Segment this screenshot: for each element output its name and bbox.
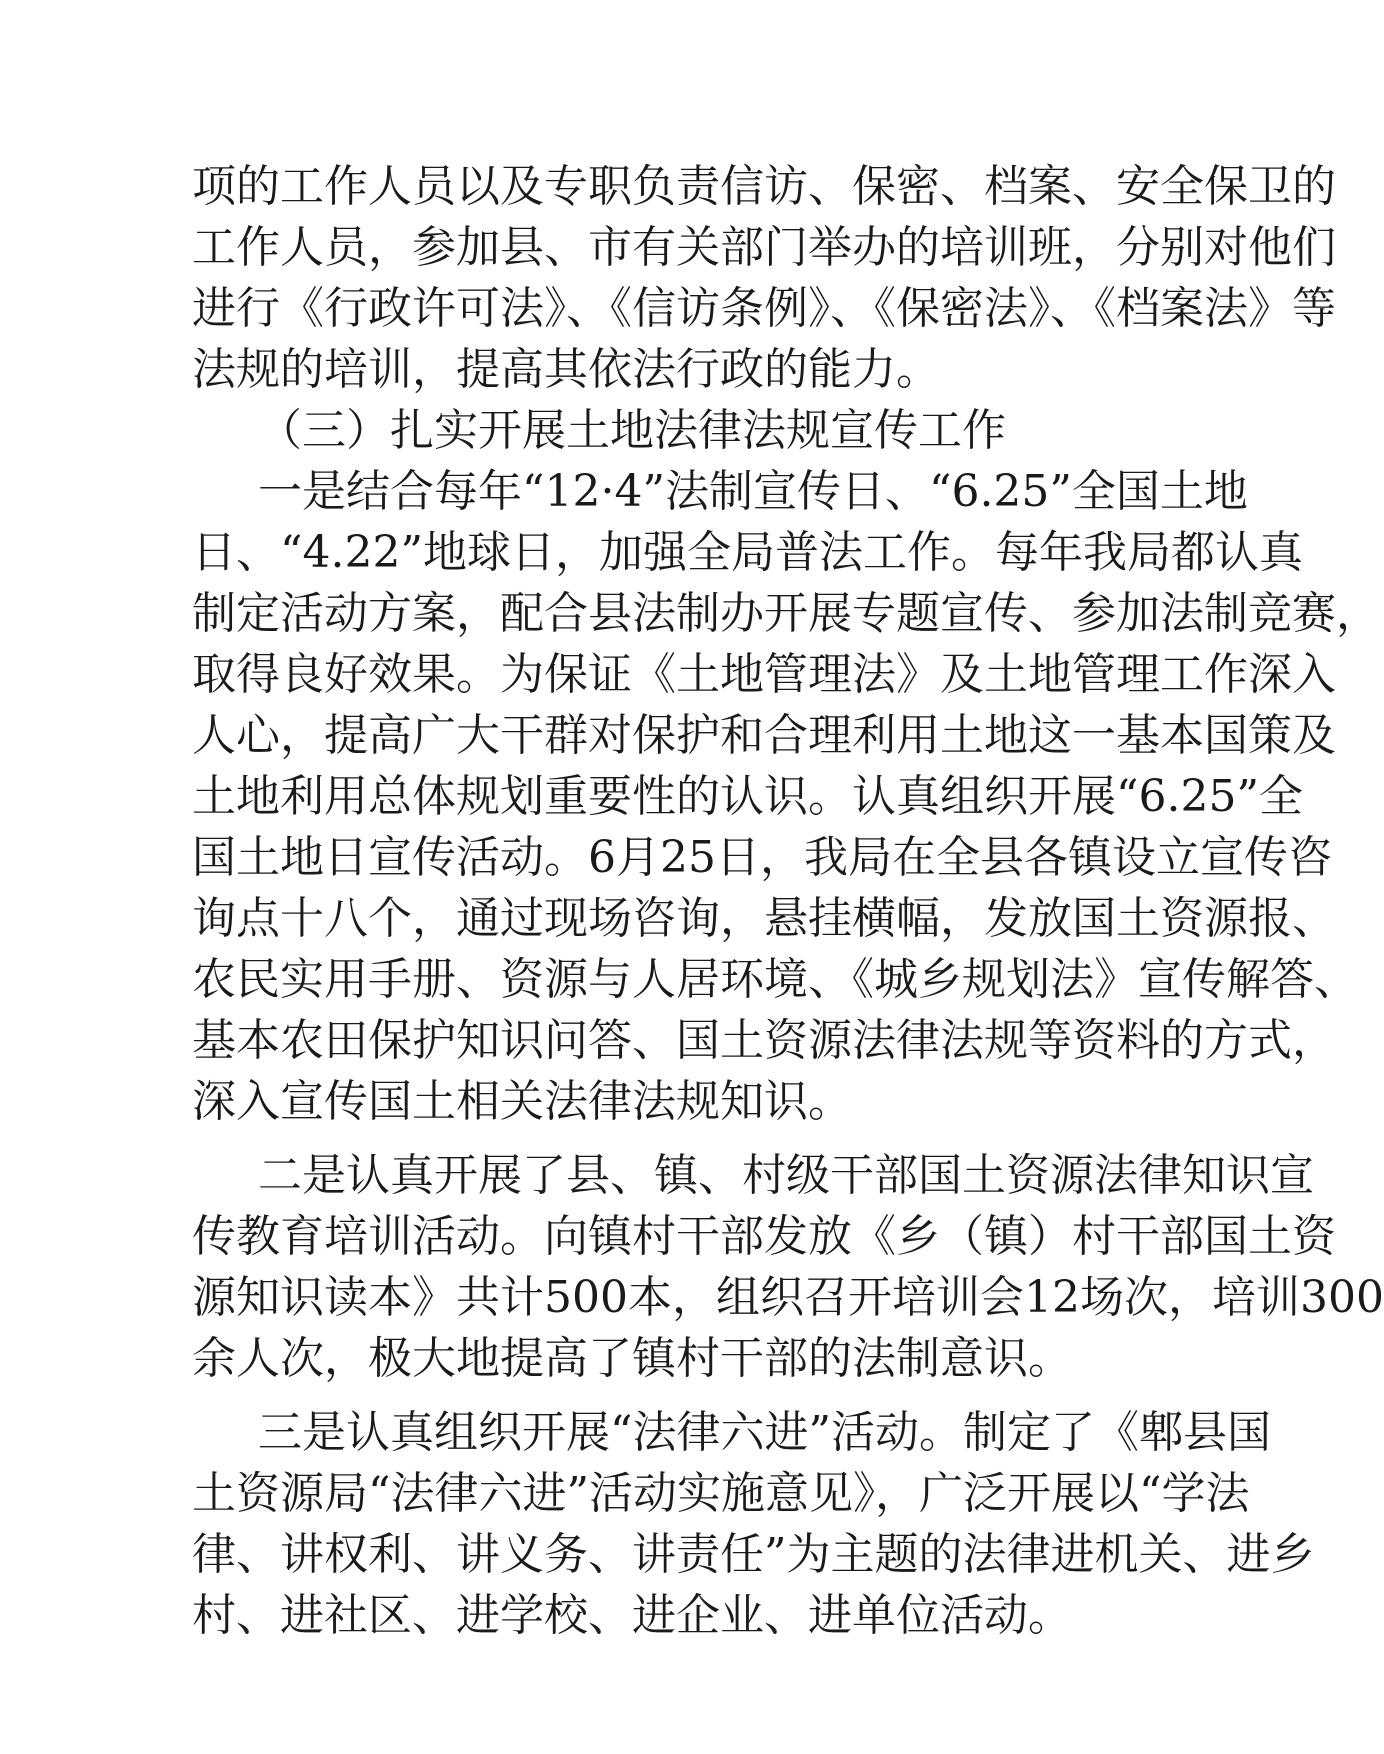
text-line: 人心，提高广大干群对保护和合理利用土地这一基本国策及	[192, 710, 1336, 761]
text-line: 律、讲权利、讲义务、讲责任”为主题的法律进机关、进乡	[192, 1529, 1315, 1580]
text-line: 土地利用总体规划重要性的认识。认真组织开展“6.25”全	[192, 771, 1303, 822]
text-line: 传教育培训活动。向镇村干部发放《乡（镇）村干部国土资	[192, 1211, 1336, 1262]
text-line: 进行《行政许可法》、《信访条例》、《保密法》、《档案法》等	[192, 283, 1336, 334]
text-line: 土资源局“法律六进”活动实施意见》，广泛开展以“学法	[192, 1468, 1250, 1519]
text-line: 农民实用手册、资源与人居环境、《城乡规划法》宣传解答、	[192, 954, 1358, 1005]
section-heading: （三）扎实开展土地法律法规宣传工作	[258, 405, 1006, 456]
text-line: 项的工作人员以及专职负责信访、保密、档案、安全保卫的	[192, 161, 1336, 212]
text-line: 制定活动方案，配合县法制办开展专题宣传、参加法制竞赛，	[192, 588, 1380, 639]
text-line: 日、“4.22”地球日，加强全局普法工作。每年我局都认真	[192, 527, 1303, 578]
text-line: 工作人员，参加县、市有关部门举办的培训班，分别对他们	[192, 222, 1336, 273]
text-line: 一是结合每年“12·4”法制宣传日、“6.25”全国土地	[258, 466, 1248, 517]
text-line: 取得良好效果。为保证《土地管理法》及土地管理工作深入	[192, 649, 1336, 700]
text-line: 询点十八个，通过现场咨询，悬挂横幅，发放国土资源报、	[192, 893, 1336, 944]
text-line: 余人次，极大地提高了镇村干部的法制意识。	[192, 1333, 1072, 1384]
text-line: 源知识读本》共计500本，组织召开培训会12场次，培训300	[192, 1272, 1384, 1323]
text-line: 三是认真组织开展“法律六进”活动。制定了《郫县国	[258, 1407, 1271, 1458]
document-body	[192, 156, 1384, 1646]
text-line: 二是认真开展了县、镇、村级干部国土资源法律知识宣	[258, 1150, 1314, 1201]
text-line: 深入宣传国土相关法律法规知识。	[192, 1076, 852, 1127]
text-line: 基本农田保护知识问答、国土资源法律法规等资料的方式，	[192, 1015, 1336, 1066]
text-line: 国土地日宣传活动。6月25日，我局在全县各镇设立宣传咨	[192, 832, 1332, 883]
paragraph-gap	[192, 1132, 1072, 1145]
paragraph-gap	[192, 1389, 1072, 1402]
text-line: 村、进社区、进学校、进企业、进单位活动。	[192, 1590, 1072, 1641]
text-line: 法规的培训，提高其依法行政的能力。	[192, 344, 940, 395]
